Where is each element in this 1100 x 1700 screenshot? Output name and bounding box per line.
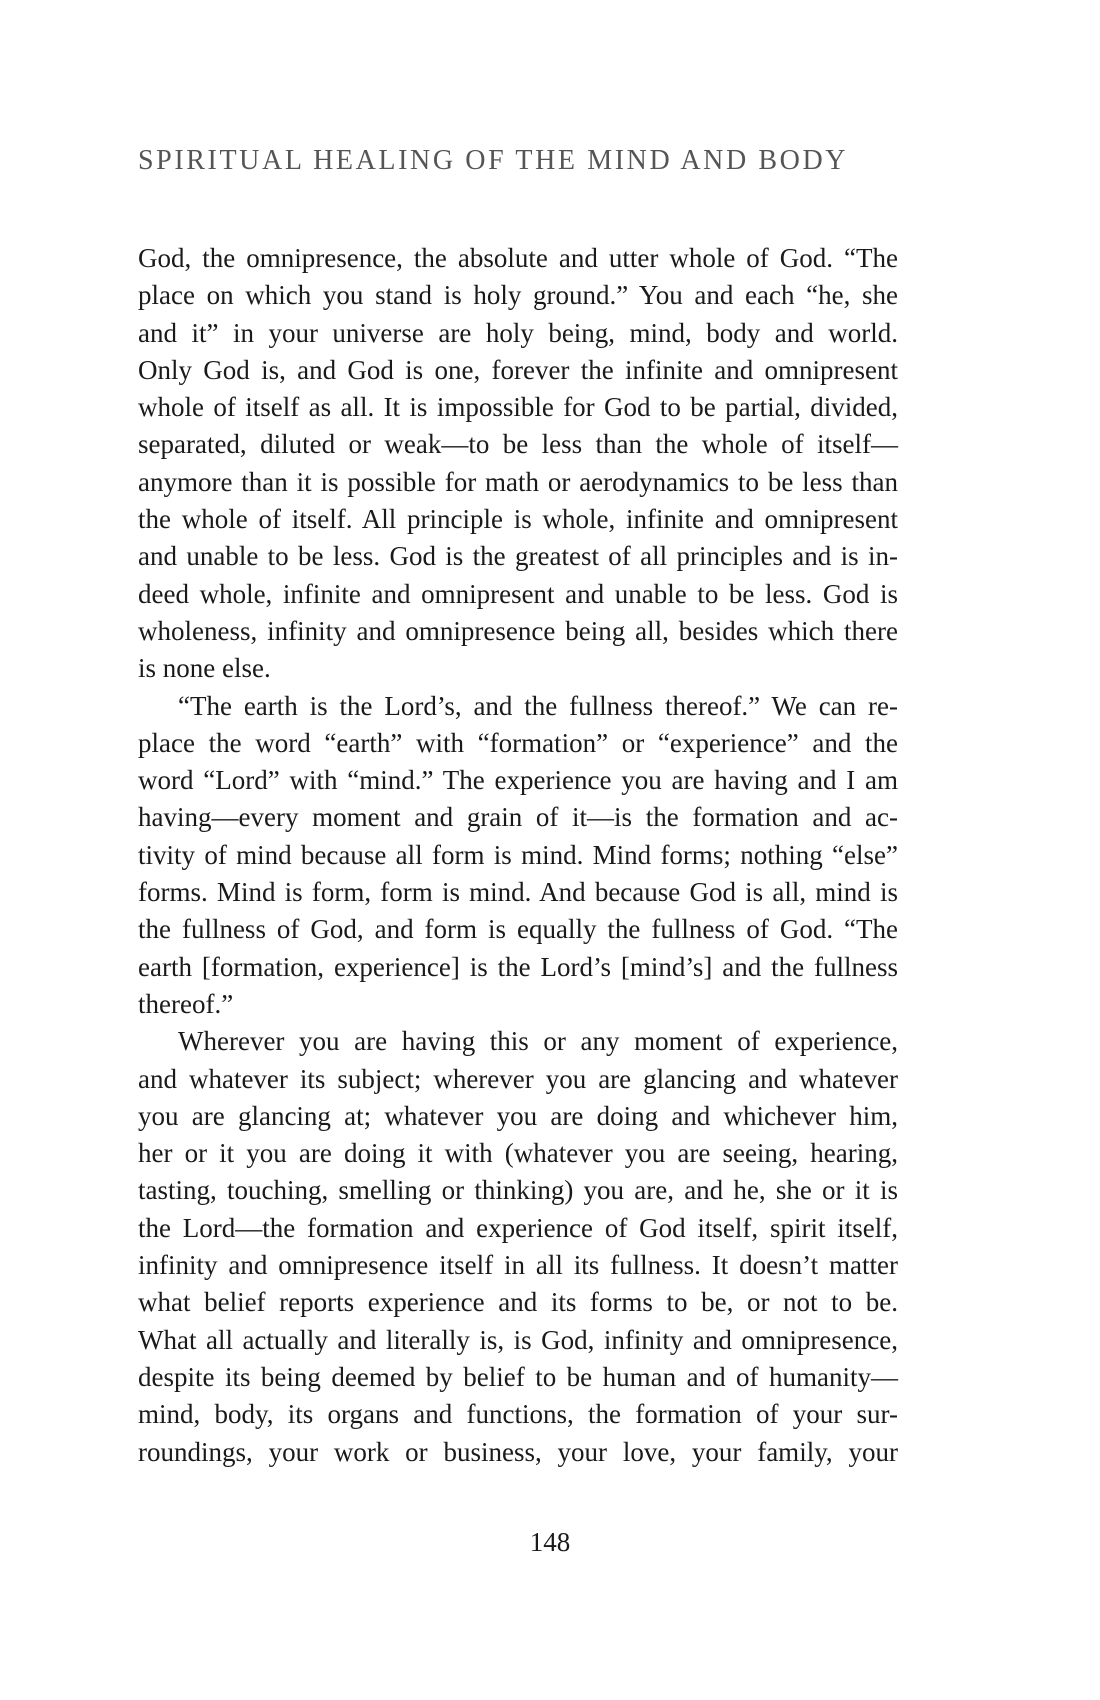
text-line: you are glancing at; whatever you are doing and whichever him, xyxy=(138,1100,898,1131)
text-line: separated, diluted or weak—to be less than the whole of itself— xyxy=(138,429,898,460)
page-number: 148 xyxy=(529,1527,571,1557)
text-line: and whatever its subject; wherever you are glancing and whatever xyxy=(138,1063,898,1094)
text-line: and it” in your universe are holy being, mind, body and world. xyxy=(138,317,898,348)
text-line: word “Lord” with “mind.” The experience you are having and I am xyxy=(138,765,898,796)
text-line: “The earth is the Lord’s, and the fullness thereof.” We can re- xyxy=(178,690,898,721)
text-line: whole of itself as all. It is impossible for God to be partial, divided, xyxy=(138,392,898,423)
text-line: Wherever you are having this or any moment of experience, xyxy=(178,1026,898,1057)
text-line: thereof.” xyxy=(138,988,234,1019)
text-line: tasting, touching, smelling or thinking) you are, and he, she or it is xyxy=(138,1175,898,1206)
running-head: SPIRITUAL HEALING OF THE MIND AND BODY xyxy=(138,145,849,176)
text-line: forms. Mind is form, form is mind. And because God is all, mind is xyxy=(138,877,898,908)
text-line: deed whole, infinite and omnipresent and unable to be less. God is xyxy=(138,578,898,609)
text-line: roundings, your work or business, your love, your family, your xyxy=(138,1436,898,1467)
text-line: her or it you are doing it with (whatever you are seeing, hearing, xyxy=(138,1138,898,1169)
text-line: What all actually and literally is, is God, infinity and omnipresence, xyxy=(138,1324,898,1355)
text-line: the whole of itself. All principle is whole, infinite and omnipresent xyxy=(138,504,898,535)
text-line: earth [formation, experience] is the Lord’s [mind’s] and the fullness xyxy=(138,951,898,982)
text-line: place the word “earth” with “formation” or “experience” and the xyxy=(138,727,898,758)
text-line: anymore than it is possible for math or aerodynamics to be less than xyxy=(138,466,898,497)
text-line: wholeness, infinity and omnipresence being all, besides which there xyxy=(138,615,898,646)
text-line: God, the omnipresence, the absolute and utter whole of God. “The xyxy=(138,243,898,273)
text-line: mind, body, its organs and functions, the formation of your sur- xyxy=(138,1399,898,1430)
text-line: the fullness of God, and form is equally the fullness of God. “The xyxy=(138,914,898,945)
text-line: infinity and omnipresence itself in all its fullness. It doesn’t matter xyxy=(138,1250,898,1281)
text-line: tivity of mind because all form is mind. Mind forms; nothing “else” xyxy=(138,839,898,870)
text-line: despite its being deemed by belief to be human and of humanity— xyxy=(138,1361,898,1392)
text-line: is none else. xyxy=(138,653,271,684)
text-line: having—every moment and grain of it—is the formation and ac- xyxy=(138,802,898,833)
body-text xyxy=(138,240,898,1471)
text-line: what belief reports experience and its forms to be, or not to be. xyxy=(138,1287,898,1318)
text-line: and unable to be less. God is the greatest of all principles and is in- xyxy=(138,541,898,572)
text-line: Only God is, and God is one, forever the infinite and omnipresent xyxy=(138,354,898,385)
text-line: place on which you stand is holy ground.” You and each “he, she xyxy=(138,280,898,311)
text-line: the Lord—the formation and experience of God itself, spirit itself, xyxy=(138,1212,898,1243)
